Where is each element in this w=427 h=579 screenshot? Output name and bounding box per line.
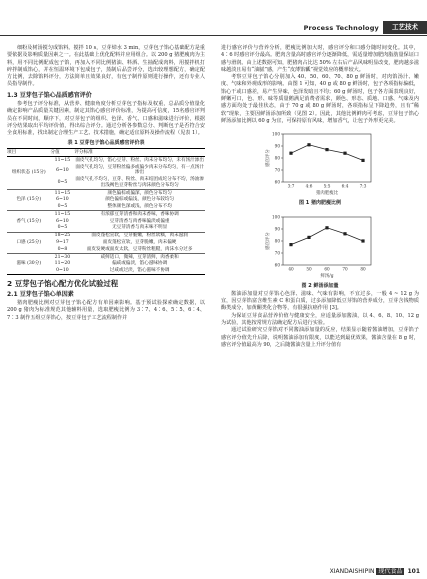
- data-point: [343, 232, 346, 235]
- page-header: [0, 0, 427, 38]
- x-axis-label: 猪肉肥瘦比: [316, 191, 338, 197]
- figure-1-caption: 图 1 猪肉肥瘦比例: [299, 200, 341, 207]
- table-desc-cell: 面皮蓬松宣软，豆芽脆嫩，粉丝软糯，肉末滋润: [74, 232, 205, 239]
- y-axis-label: 感官评分: [266, 149, 271, 168]
- table-row: [7, 157, 205, 164]
- x-tick-label: 70: [342, 266, 348, 272]
- table-score-cell: 11~20: [54, 261, 71, 267]
- table-desc-cell: 无豆芽清香与肉末味不明显: [112, 225, 168, 231]
- table-row: [7, 254, 205, 261]
- table-desc-cell: 面皮气孔均匀，馅心豆芽、粉丝、肉末分布均匀，未有汤汁渗出: [75, 158, 204, 164]
- table-caption: 表 1 豆芽包子馅心品质感官评价表: [67, 139, 145, 146]
- y-tick-label: 60: [274, 179, 280, 185]
- paragraph: 通过试验研究豆芽馅对不同酱油添加量的反应，结果显示随着酱油增加，豆芽馅子感官评分值先升后降，说明酱油添加有限度，以能达到最优效果，酱油含量在 8 g 时，感官评分值最高为 90，之后随酱油含量上升评分值有: [221, 327, 419, 348]
- table-header-cell: 评分标准: [74, 148, 205, 157]
- table-row: [7, 189, 205, 196]
- paragraph: 进行感官评价与营养分析，肥瘦比例加大时，感官评分和口感分随时间变化。其中，4∶6 时感官评分最高。肥肉含量高时感官评分逐渐降低，需适量增加肥肉脂肪量保证口感与滑润。由上述数据可知，肥猪肉占比达 50% 左右后产品风味明显改变，肥肉越多滋味越淡且易有“油腻”感，产生“皮薄馅瓤”视觉效应的概率较大。: [221, 45, 419, 73]
- table-desc-cell: 面皮气孔不均匀，豆芽、粉丝、肉末结团成坨分布不均，汤油渗出浅褐色豆芽粉丝与肉沫颜色分布均匀: [75, 177, 204, 188]
- y-axis-label: 感官评分: [266, 231, 271, 250]
- table-row: [7, 232, 205, 239]
- table-header-row: [7, 148, 205, 157]
- paragraph: 猪肉肥瘦比例对豆芽包子馅心配方有单因素影响。基于预试验探索确定数据，以 200 g 猪肉为标准规范其他辅料用量，选取肥瘦比例为 3∶7、4∶6、5∶5、6∶4、7∶3 制作五组豆芽馅心，按豆芽包子工艺流程制作并: [7, 299, 205, 321]
- paragraph: 参考包子评分标准，从营养、健康角度分析豆芽包子指标及权重，总品质分值量化确定影响产品质量关键因素，制定其馅心感官评价标准，为提高可信度，15名感官评判员在不同时间，顺序下，对豆芽包子的组织、色泽、香气、口感和滋味进行评价，根据评分结果取出平均评价值，得出综合评分。通过分析各参数总分、判断包子是否符合安全食用标准，找出制定合理生产工艺、技术措施，确定适宜原料及操作流程（见表 1）。: [7, 101, 205, 137]
- header-rule: [0, 35, 427, 36]
- page-number: 101: [407, 568, 420, 575]
- paragraph: 为保证豆芽食品营养价值与健康安全，应适量添加酱油，以 4、6、8、10、12 g 为试验，其他按常规方法确定配方后进行实验。: [221, 312, 419, 327]
- table-desc-cell: 面皮蓬松宣软，豆芽脆嫩，肉末偏硬: [102, 240, 177, 246]
- figure-2-caption: 图 2 鲜汤添加量: [301, 282, 339, 289]
- table-item-cell: 色泽 (15分): [7, 189, 51, 210]
- table-score-cell: 0~10: [56, 268, 69, 274]
- table-score-cell: 6~10: [56, 218, 69, 224]
- table-score-cell: 11~15: [51, 211, 75, 218]
- table-score-cell: 9~17: [56, 240, 69, 246]
- table-desc-cell: 豆芽清香与肉香味偏淡或偏重: [109, 218, 170, 224]
- series-line: [291, 227, 363, 244]
- data-point: [289, 243, 292, 246]
- table-desc-cell: 颜色偏棕或偏浅，颜色分布较均匀: [105, 197, 175, 203]
- table-score-cell: 11~15: [54, 158, 71, 164]
- x-tick-label: 60: [324, 266, 330, 272]
- y-tick-label: 90: [274, 226, 280, 232]
- paragraph: 考察豆芽包子馅心分别加入 40、50、60、70、80 g 鲜汤时，对肉馅汤汁、嫩度、气味和外观成形的影响。由图 1 可知，40 g 或 80 g 鲜汤时，包子各项指标偏低，馅心干或口感差，易产生异味，色泽发暗且不均；60 g 鲜汤时，包子各方面表现良好，鲜嫩可口，色、形、味等质量鹅满足消费者需求，颜色、形态、质地、口感、气味及内感方面均处于最佳状态，由于 70 g 或 80 g 鲜汤时，各项指标呈下降趋势，且有“稀软”现象，主要因鲜汤添加所致（见图 2）。因此，其他比例鲜肉可考虑，豆芽包子馅心鲜汤添加比例以 60 g 为宜，可保持原有风味，增加香气，让包子外形更完美。: [221, 74, 419, 124]
- evaluation-table: [7, 148, 205, 276]
- x-tick-label: 3:7: [287, 183, 295, 189]
- y-tick-label: 100: [272, 131, 280, 137]
- journal-tag: 现代食品: [378, 568, 403, 575]
- x-tick-label: 7:3: [359, 183, 367, 189]
- table-desc-cell: 整体颜色深或浅，颜色分布不均: [107, 204, 172, 210]
- table-header-cell: 项目: [7, 148, 51, 157]
- table-score-cell: 11~15: [51, 189, 75, 196]
- table-desc-cell: 面皮发硬或面皮太软，豆芽粉丝粗糙，肉沫水分过多: [86, 246, 193, 252]
- series-line: [291, 145, 363, 161]
- figure-2-chart: [221, 211, 419, 281]
- left-column: [7, 45, 205, 322]
- data-point: [325, 226, 328, 229]
- y-tick-label: 70: [274, 250, 280, 256]
- x-tick-label: 6:4: [341, 183, 349, 189]
- page-footer: [330, 566, 420, 575]
- table-desc-cell: 咸鲜适口，微辣，豆芽清鲜，肉香柔和: [74, 254, 205, 261]
- y-tick-label: 100: [272, 214, 280, 220]
- y-tick-label: 80: [274, 238, 280, 244]
- table-score-cell: 6~10: [56, 197, 69, 203]
- table-desc-cell: 面皮气孔均匀，豆芽粉丝偏多或偏少肉末分布均匀，有一点汤汁渗出: [75, 164, 204, 176]
- y-tick-label: 80: [274, 155, 280, 161]
- paragraph: 细粉及树汤搅匀成馅料。搅拌 10 s，豆芽焯水 3 min，豆芽包子馅心基础配方是重要依据及影响质量因素之一。在此基础上优化配料并应用组合。以 200 g 猪肥瘦肉为主料，用不同比例配成包子馅，再加入不同比例猪油、料酒、生抽配成肉料，用搅拌机打碎拌制成馅心，并在恒温环境下包成包子，蒸制后品尝评分，选出较理想配方，确定配方比例，去除馅料评分，方法简单且效果良好，有包子制作原则进行操作，还有专业人员指导制作。: [7, 45, 205, 88]
- x-tick-label: 40: [288, 266, 294, 272]
- table-score-cell: 0~5: [57, 180, 68, 185]
- table-header-cell: 分值: [51, 148, 75, 157]
- y-tick-label: 90: [274, 143, 280, 149]
- table-desc-cell: 有浓郁豆芽清香和肉末香味，香味协调: [74, 211, 205, 218]
- table-score-cell: 18~25: [51, 232, 75, 239]
- data-point: [289, 152, 292, 155]
- table-score-cell: 0~5: [57, 225, 68, 231]
- section-badge: 工艺技术: [383, 21, 427, 34]
- table-desc-cell: 偏咸或偏淡，馅心滋味协调: [112, 261, 168, 267]
- data-point: [361, 159, 364, 162]
- table-desc-cell: 颜色偏棕或偏深，颜色分布均匀: [74, 189, 205, 196]
- table-score-cell: 21~30: [51, 254, 75, 261]
- plot-frame: [283, 217, 371, 265]
- data-point: [361, 239, 364, 242]
- journal-name: XIANDAISHIPIN: [329, 568, 375, 575]
- x-axis-label: 鲜汤/g: [320, 273, 334, 279]
- x-tick-label: 4:6: [305, 183, 313, 189]
- table-item-cell: 滋味 (30分): [7, 254, 51, 275]
- figure-1-chart: [221, 128, 419, 198]
- data-point: [307, 143, 310, 146]
- y-tick-label: 60: [274, 262, 280, 268]
- table-item-cell: 香气 (15分): [7, 211, 51, 232]
- section-heading: 2.1 豆芽包子馅心单因素: [7, 290, 74, 298]
- paragraph: 酱油添加量对豆芽馅心色泽、滋味、气味有影响，不宜过多，一般 4 ~ 12 g 为宜，因豆芽馅富含维生素 C 和蛋白质，过多添加降低豆芽馅的营养成分，豆芽含钱物质酶类成分，加黄酮类化合物等，有很强抗癌作用 [3]。: [221, 290, 419, 312]
- data-point: [343, 152, 346, 155]
- table-row: [7, 211, 205, 218]
- right-column: [221, 45, 419, 349]
- section-heading: 1.3 豆芽包子馅心品质感官评价: [7, 91, 92, 99]
- figure-2-svg: [221, 211, 419, 281]
- data-point: [307, 235, 310, 238]
- table-score-cell: 0~8: [57, 246, 68, 252]
- data-point: [325, 148, 328, 151]
- table-item-cell: 组织状态 (15分): [11, 170, 46, 176]
- x-tick-label: 50: [306, 266, 312, 272]
- x-tick-label: 80: [360, 266, 366, 272]
- table-score-cell: 6~10: [56, 167, 69, 173]
- table-item-cell: 口感 (25分): [7, 232, 51, 253]
- y-tick-label: 70: [274, 167, 280, 173]
- figure-1-svg: [221, 128, 419, 198]
- chapter-heading: 2 豆芽包子馅心配方优化试验过程: [7, 279, 119, 289]
- table-desc-cell: 过咸或过淡，馅心滋味不协调: [109, 268, 170, 274]
- x-tick-label: 5:5: [323, 183, 331, 189]
- running-title: Process Technology: [303, 24, 379, 32]
- table-score-cell: 0~5: [57, 204, 68, 210]
